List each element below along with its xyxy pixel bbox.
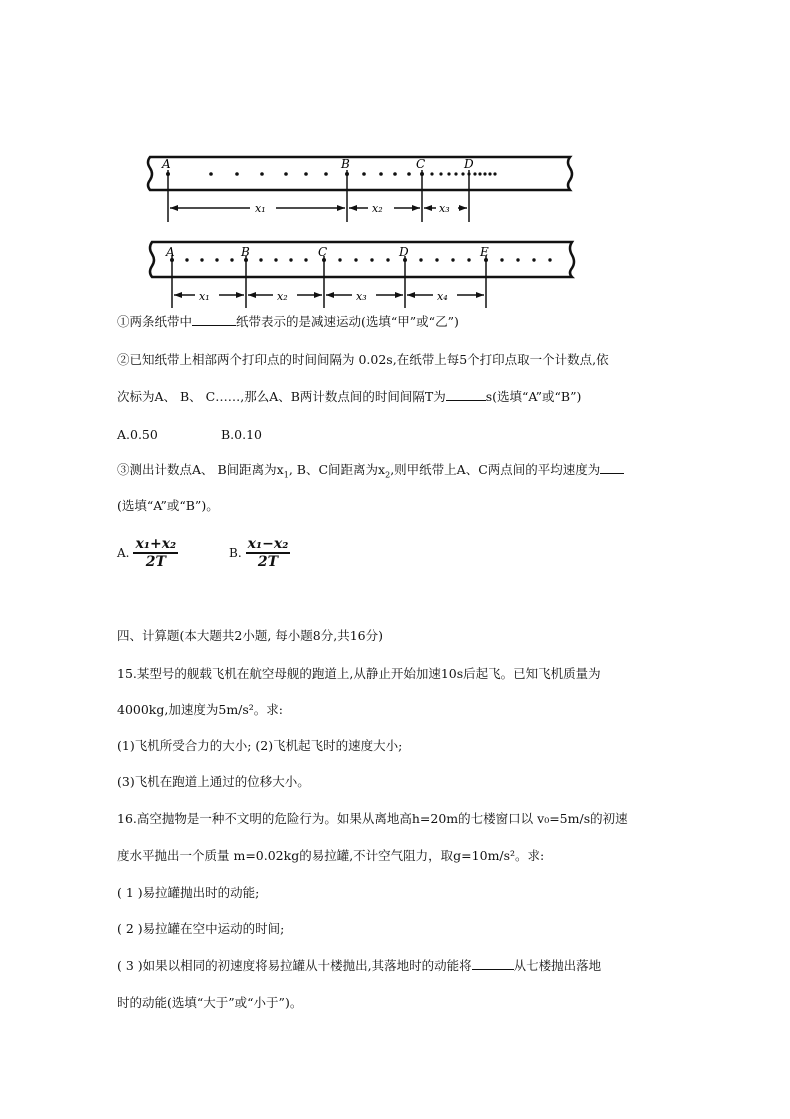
- q15-line1: [117, 665, 601, 683]
- q16-suffix: 从七楼抛出落地: [513, 958, 602, 973]
- q16-line4: [117, 920, 284, 938]
- q15-text-4: (3)飞机在跑道上通过的位移大小。: [117, 774, 310, 789]
- tape-a-label-3: D: [464, 157, 474, 171]
- fraction-b-denominator: 2T: [257, 554, 279, 570]
- tape-a-span-1: x₂: [372, 202, 383, 215]
- q3-option-b: [229, 536, 290, 570]
- q15-text-3: (1)飞机所受合力的大小; (2)飞机起飞时的速度大小;: [117, 738, 403, 753]
- q16-text-6: 时的动能(选填“大于”或“小于”)。: [117, 995, 303, 1010]
- tape-b-span-1: x₂: [277, 290, 288, 303]
- fraction-a: [133, 536, 178, 570]
- q1-prefix: ①两条纸带中: [117, 314, 193, 329]
- q2-line2: [117, 388, 581, 406]
- q3-text-a: ③测出计数点A、 B间距离为x: [117, 462, 284, 477]
- q16-line5: [117, 957, 601, 975]
- q3-sub-2: 2: [385, 470, 391, 480]
- q16-answer-blank[interactable]: [472, 957, 514, 970]
- q16-line1: [117, 810, 628, 828]
- q2-suffix: s(选填“A”或“B”): [485, 389, 582, 404]
- paper-tape-figure: [0, 0, 790, 330]
- q16-line3: [117, 884, 259, 902]
- q2-options: [117, 426, 262, 444]
- tape-b-label-0: A: [166, 245, 175, 259]
- q16-line2: [117, 847, 544, 865]
- q15-line3: [117, 737, 402, 755]
- fraction-a-denominator: 2T: [145, 554, 166, 570]
- tape-a-label-1: B: [341, 157, 350, 171]
- tape-b-label-1: B: [241, 245, 250, 259]
- q3-option-a: [117, 536, 178, 570]
- q1-suffix: 纸带表示的是减速运动(选填“甲”或“乙”): [236, 314, 459, 329]
- q16-line6: [117, 994, 302, 1012]
- fraction-b-numerator: x₁−x₂: [247, 536, 289, 552]
- fraction-b: [246, 536, 291, 570]
- section-heading: [117, 627, 383, 645]
- q16-prefix: ( 3 )如果以相同的初速度将易拉罐从十楼抛出,其落地时的动能将: [117, 958, 472, 973]
- q3-text-c: ,则甲纸带上A、C两点间的平均速度为: [390, 462, 601, 477]
- q3-text-2: (选填“A”或“B”)。: [117, 498, 219, 513]
- section-heading-text: 四、计算题(本大题共2小题, 每小题8分,共16分): [117, 628, 383, 643]
- q3-option-a-label: A.: [117, 546, 130, 560]
- q2-option-b: B.0.10: [221, 427, 262, 442]
- q15-text-1: 15.某型号的舰载飞机在航空母舰的跑道上,从静止开始加速10s后起飞。已知飞机质量为: [117, 666, 601, 681]
- q1-line: [117, 313, 459, 331]
- q2-option-a: A.0.50: [117, 427, 158, 442]
- tape-b-label-4: E: [480, 245, 489, 259]
- q2-answer-blank[interactable]: [446, 388, 486, 401]
- q16-text-3: ( 1 )易拉罐抛出时的动能;: [117, 885, 260, 900]
- q15-line2: [117, 701, 283, 719]
- q3-answer-blank[interactable]: [600, 461, 624, 474]
- tape-b-label-3: D: [399, 245, 409, 259]
- fraction-a-numerator: x₁+x₂: [135, 536, 177, 552]
- tape-b-label-2: C: [318, 245, 328, 259]
- tape-yi: [150, 242, 574, 308]
- tape-a-span-2: x₃: [439, 202, 450, 215]
- q2-line1: [117, 351, 609, 369]
- tape-b-span-2: x₃: [356, 290, 367, 303]
- q15-text-2: 4000kg,加速度为5m/s²。求:: [117, 702, 284, 717]
- q3-option-b-label: B.: [229, 546, 242, 560]
- q3-line1: [117, 461, 624, 485]
- q16-text-4: ( 2 )易拉罐在空中运动的时间;: [117, 921, 285, 936]
- q15-line4: [117, 773, 310, 791]
- q2-text-1: ②已知纸带上相部两个打印点的时间间隔为 0.02s,在纸带上每5个打印点取一个计数点,依: [117, 352, 609, 367]
- q2-prefix: 次标为A、 B、 C……,那么A、B两计数点间的时间间隔T为: [117, 389, 446, 404]
- q16-text-1: 16.高空抛物是一种不文明的危险行为。如果从离地高h=20m的七楼窗口以 v₀=5m/s的初速: [117, 811, 628, 826]
- q16-text-2: 度水平抛出一个质量 m=0.02kg的易拉罐,不计空气阻力，取g=10m/s²。求:: [117, 848, 545, 863]
- tape-a-label-0: A: [162, 157, 171, 171]
- tape-b-span-0: x₁: [199, 290, 210, 303]
- tape-b-span-3: x₄: [437, 290, 448, 303]
- tape-a-label-2: C: [416, 157, 426, 171]
- q1-answer-blank[interactable]: [192, 313, 236, 326]
- q3-line2: [117, 497, 219, 515]
- q3-text-b: , B、C间距离为x: [288, 462, 386, 477]
- tape-a-span-0: x₁: [255, 202, 266, 215]
- tape-jia: [148, 157, 572, 222]
- q3-sub-1: 1: [283, 470, 289, 480]
